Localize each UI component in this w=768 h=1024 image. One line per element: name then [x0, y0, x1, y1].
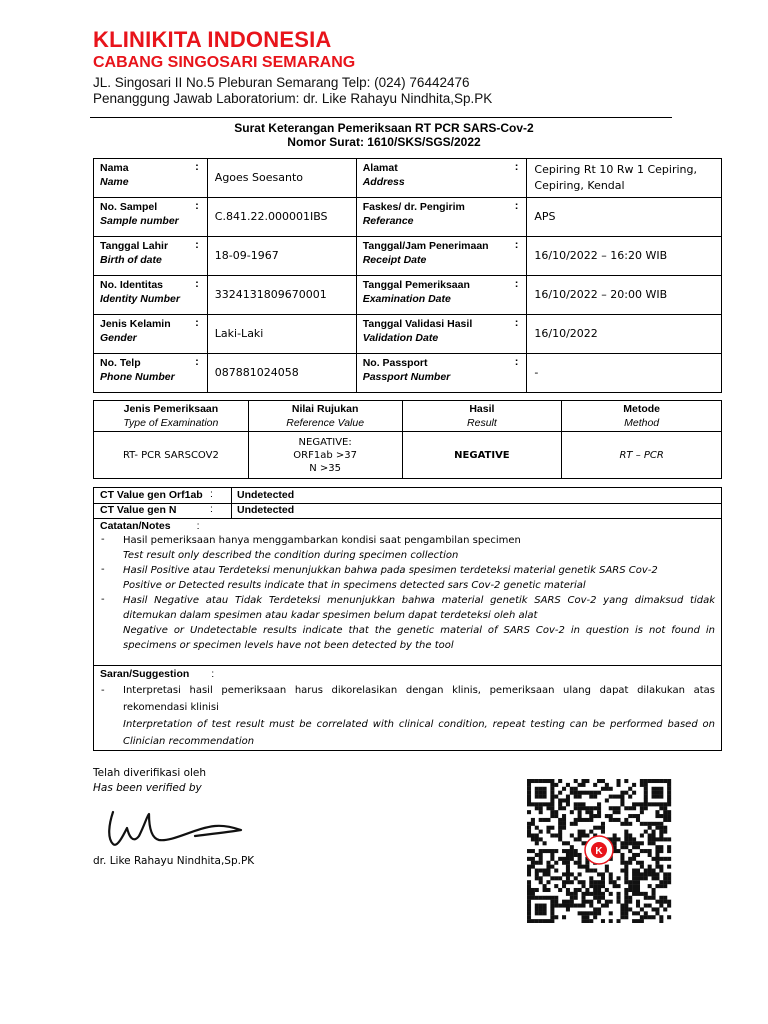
exam-result: NEGATIVE — [402, 432, 562, 479]
patient-left-label: Nama Name : — [94, 159, 208, 198]
patient-left-label: No. Telp Phone Number : — [94, 354, 208, 393]
exam-header-reference: Nilai Rujukan Reference Value — [248, 401, 402, 432]
note-1: Hasil pemeriksaan hanya menggambarkan kondisi saat pengambilan specimen Test result only described the condition during specimen collection — [123, 535, 521, 561]
patient-left-value: C.841.22.000001IBS — [207, 198, 356, 237]
clinic-branch: CABANG SINGOSARI SEMARANG — [93, 54, 356, 71]
suggestion-bullet: - — [101, 685, 105, 696]
patient-row — [94, 198, 722, 237]
lab-head: Penanggung Jawab Laboratorium: dr. Like Rahayu Nindhita,Sp.PK — [93, 91, 493, 106]
patient-left-label: No. Sampel Sample number : — [94, 198, 208, 237]
patient-left-value: Agoes Soesanto — [207, 159, 356, 198]
patient-left-label: Jenis Kelamin Gender : — [94, 315, 208, 354]
clinic-address-block — [93, 75, 492, 107]
patient-right-label: Tanggal/Jam Penerimaan Receipt Date : — [356, 237, 527, 276]
signature-image — [103, 806, 248, 851]
note-2: Hasil Positive atau Terdeteksi menunjukkan bahwa pada spesimen terdeteksi material genetik SARS Cov-2 Positive or Detected results indicate that in specimens detected sars Cov-2 genetic material — [123, 565, 658, 591]
patient-left-value: 3324131809670001 — [207, 276, 356, 315]
ct-row-n: CT Value gen N : Undetected — [94, 503, 721, 519]
patient-right-label: No. Passport Passport Number : — [356, 354, 527, 393]
patient-right-label: Tanggal Pemeriksaan Examination Date : — [356, 276, 527, 315]
exam-reference: NEGATIVE: ORF1ab >37 N >35 — [248, 432, 402, 479]
patient-right-label: Tanggal Validasi Hasil Validation Date : — [356, 315, 527, 354]
notes-box — [93, 487, 722, 751]
patient-row — [94, 237, 722, 276]
exam-header-method: Metode Method — [562, 401, 722, 432]
clinic-name: KLINIKITA INDONESIA — [93, 27, 332, 52]
exam-row — [94, 432, 722, 479]
suggestion-heading: Saran/Suggestion : — [100, 668, 215, 680]
patient-right-value: - — [527, 354, 722, 393]
patient-left-value: 18-09-1967 — [207, 237, 356, 276]
patient-left-value: Laki-Laki — [207, 315, 356, 354]
document-number: Nomor Surat: 1610/SKS/SGS/2022 — [287, 135, 481, 149]
exam-type: RT- PCR SARSCOV2 — [94, 432, 249, 479]
note-bullet: - — [101, 594, 105, 605]
header-divider — [90, 117, 672, 118]
exam-table — [93, 400, 722, 479]
document-title-block — [0, 121, 768, 149]
exam-header-row — [94, 401, 722, 432]
exam-header-result: Hasil Result — [402, 401, 562, 432]
exam-header-type: Jenis Pemeriksaan Type of Examination — [94, 401, 249, 432]
document-title: Surat Keterangan Pemeriksaan RT PCR SARS-Cov-2 — [234, 121, 534, 135]
note-bullet: - — [101, 564, 105, 575]
notes-separator — [94, 665, 721, 666]
patient-left-label: No. Identitas Identity Number : — [94, 276, 208, 315]
patient-right-label: Faskes/ dr. Pengirim Referance : — [356, 198, 527, 237]
patient-row — [94, 276, 722, 315]
clinic-address: JL. Singosari II No.5 Pleburan Semarang Telp: (024) 76442476 — [93, 75, 470, 90]
verification-label: Telah diverifikasi oleh Has been verified by — [93, 767, 207, 794]
patient-right-value: 16/10/2022 — [527, 315, 722, 354]
patient-right-value: 16/10/2022 – 20:00 WIB — [527, 276, 722, 315]
qr-code[interactable] — [524, 779, 674, 923]
note-3: Hasil Negative atau Tidak Terdeteksi menunjukkan bahwa material genetik SARS Cov-2 yang dimaksud tidak ditemukan dalam spesimen atau kadar spesimen belum dapat terdeteksi oleh alat Negative or Undetectable results indicate that the genetic material of SARS Cov-2 in question is not found in specimens or specimen levels have not been detected by the tool — [123, 595, 715, 651]
patient-left-label: Tanggal Lahir Birth of date : — [94, 237, 208, 276]
ct-row-orf1ab: CT Value gen Orf1ab : Undetected — [94, 488, 721, 504]
qr-logo-letter: K — [595, 846, 603, 857]
suggestion-text: Interpretasi hasil pemeriksaan harus dikorelasikan dengan klinis, pemeriksaan ulang dapat dilakukan atas rekomendasi klinisi Interpretation of test result must be correlated with clinical condition, repeat testing can be performed based on Clinician recommendation — [123, 685, 715, 747]
patient-right-value: Cepiring Rt 10 Rw 1 Cepiring, Cepiring, Kendal — [527, 159, 722, 198]
patient-row — [94, 354, 722, 393]
patient-left-value: 087881024058 — [207, 354, 356, 393]
patient-right-value: APS — [527, 198, 722, 237]
patient-row — [94, 315, 722, 354]
exam-method: RT – PCR — [562, 432, 722, 479]
patient-right-value: 16/10/2022 – 16:20 WIB — [527, 237, 722, 276]
note-bullet: - — [101, 534, 105, 545]
patient-info-table — [93, 158, 722, 393]
patient-row — [94, 159, 722, 198]
notes-heading: Catatan/Notes : — [100, 520, 200, 532]
patient-right-label: Alamat Address : — [356, 159, 527, 198]
signer-name: dr. Like Rahayu Nindhita,Sp.PK — [93, 855, 255, 867]
